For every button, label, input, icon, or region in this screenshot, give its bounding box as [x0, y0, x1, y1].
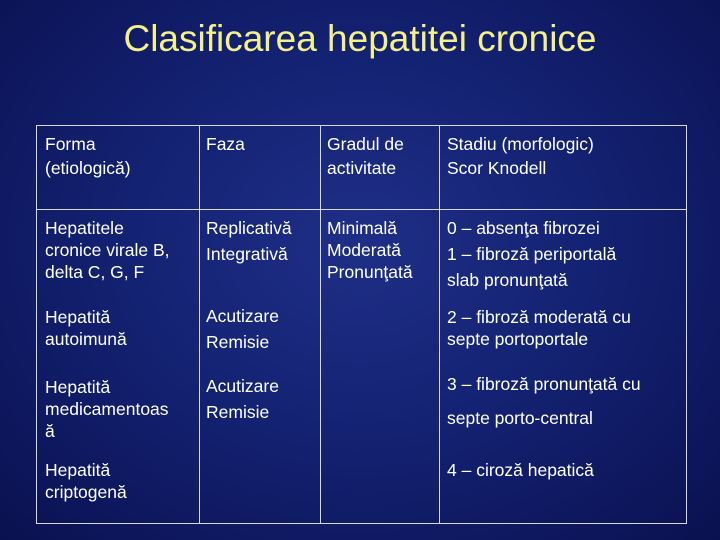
header-faza: Faza — [206, 134, 245, 154]
row1-stadiu: 0 – absenţa fibrozei 1 – fibroză periportală slab pronunţată — [447, 218, 617, 290]
row2-stadiu: 2 – fibroză moderată cu septe portoportale — [447, 307, 631, 349]
column-divider — [439, 126, 440, 523]
row2-faza: Acutizare Remisie — [206, 306, 279, 352]
row3-forma: Hepatită medicamentoas ă — [45, 377, 169, 441]
row1-gradul: Minimală Moderată Pronunţată — [327, 218, 413, 282]
header-gradul: Gradul de activitate — [327, 134, 404, 178]
row4-stadiu: 4 – ciroză hepatică — [447, 460, 594, 480]
row4-forma: Hepatită criptogenă — [45, 460, 127, 502]
row1-faza: Replicativă Integrativă — [206, 218, 292, 264]
row3-faza: Acutizare Remisie — [206, 376, 279, 422]
column-divider — [320, 126, 321, 523]
header-stadiu: Stadiu (morfologic) Scor Knodell — [447, 134, 594, 178]
row2-forma: Hepatită autoimună — [45, 307, 127, 349]
header-forma: Forma (etiologică) — [45, 134, 131, 178]
row-divider — [37, 209, 686, 210]
slide-title: Clasificarea hepatitei cronice — [123, 18, 597, 59]
column-divider — [199, 126, 200, 523]
row1-forma: Hepatitele cronice virale B, delta C, G, F — [45, 218, 170, 282]
classification-table — [36, 125, 687, 524]
row3-stadiu: 3 – fibroză pronunţată cu septe porto-central — [447, 374, 641, 428]
